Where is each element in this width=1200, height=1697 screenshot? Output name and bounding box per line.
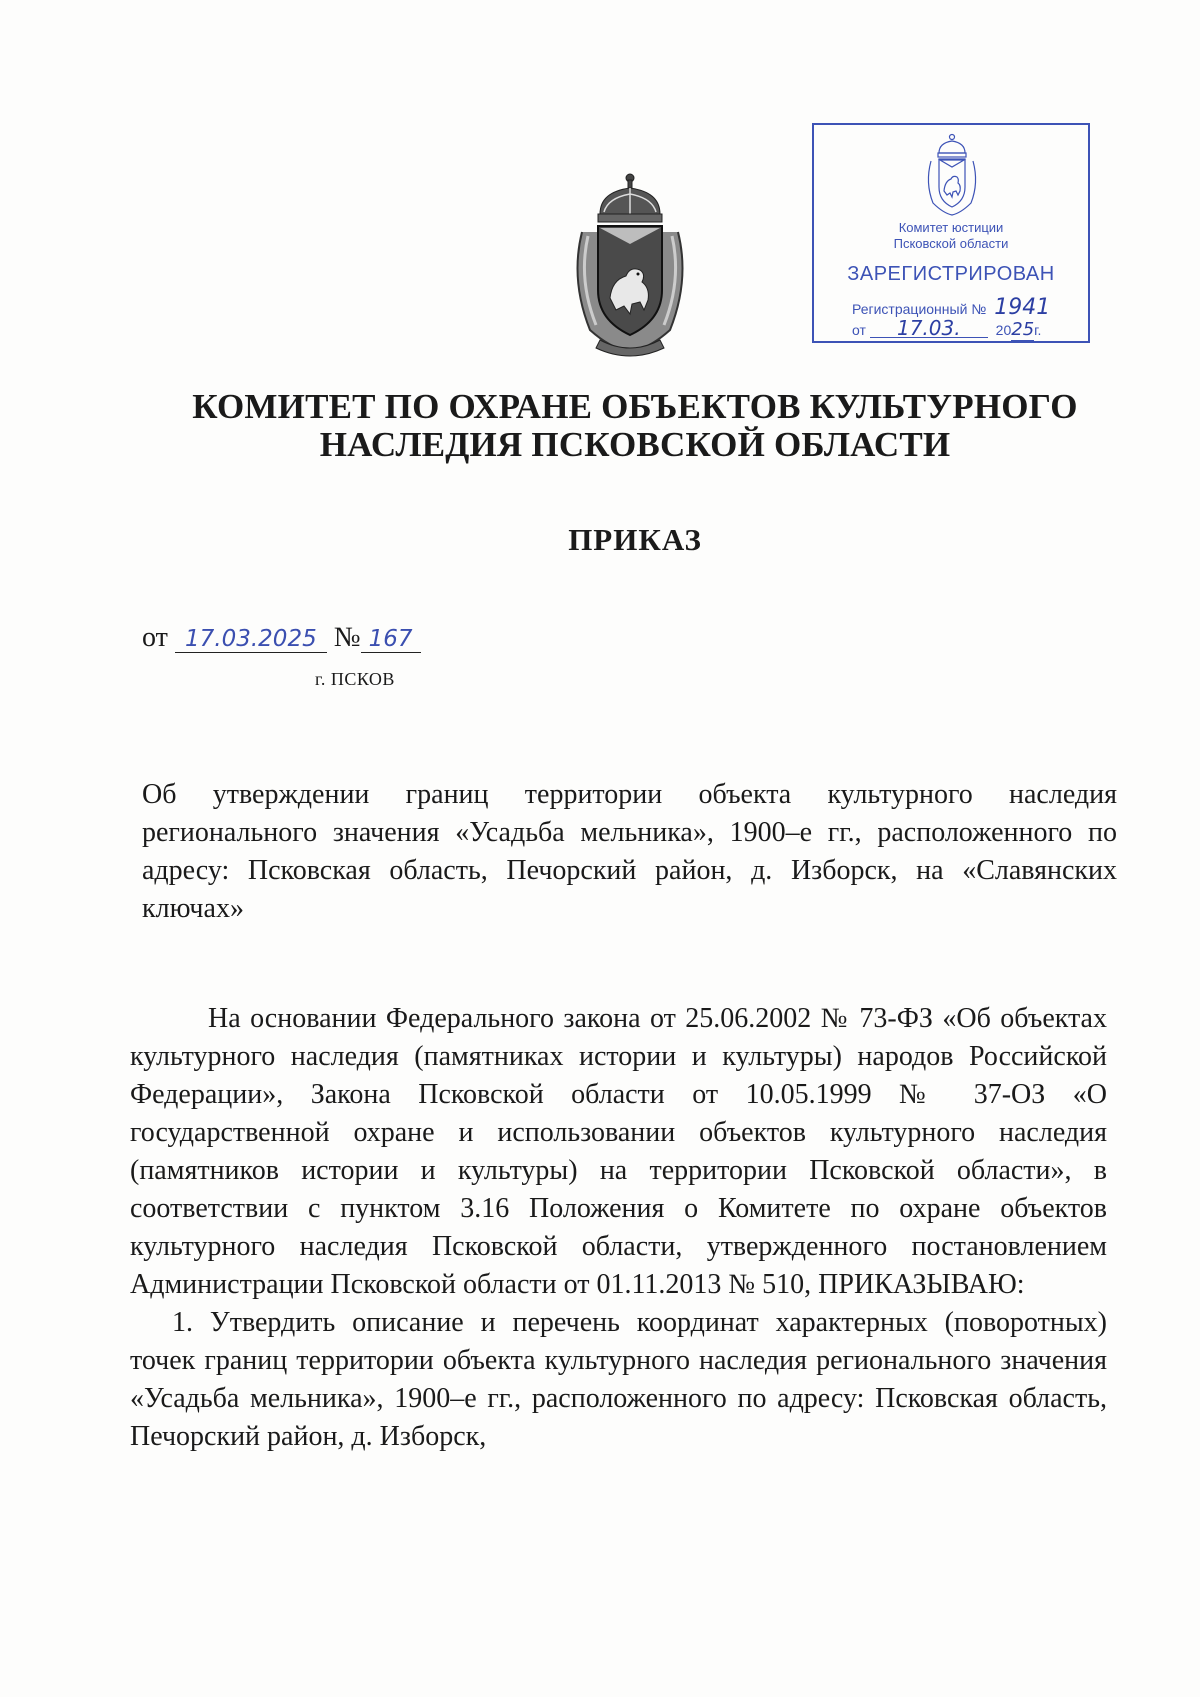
order-preamble: На основании Федерального закона от 25.06.2002 № 73-ФЗ «Об объектах культурного наследия (памятниках истории и культуры) народов Российской Федерации», Закона Псковской области от 10.05.1999 № 37-ОЗ «О государственной охране и использовании объектов культурного наследия (памятников истории и культуры) на территории Псковской области», в соответствии с пунктом 3.16 Положения о Комитете по охране объектов культурного наследия Псковской области, утвержденного постановлением Администрации Псковской области от 01.11.2013 № 510, ПРИКАЗЫВАЮ: [130, 1003, 1107, 1300]
registration-stamp [812, 123, 1090, 343]
small-coat-of-arms-icon [923, 133, 981, 217]
stamp-year-suffix: 25 [1011, 319, 1035, 340]
stamp-status: ЗАРЕГИСТРИРОВАН [847, 263, 1055, 285]
document-title: ПРИКАЗ [568, 522, 702, 557]
order-date-number [142, 622, 421, 654]
order-body [130, 1000, 1107, 1456]
order-number-label: № [333, 622, 361, 653]
committee-name [150, 388, 1120, 464]
order-subject: Об утверждении границ территории объекта культурного наследия регионального значения «Усадьба мельника», 1900–е гг., расположенного по адресу: Псковская область, Печорский район, д. Изборск, на «Славянских ключах» [142, 779, 1117, 924]
order-number: 167 [361, 626, 421, 653]
committee-name-line-1: КОМИТЕТ ПО ОХРАНЕ ОБЪЕКТОВ КУЛЬТУРНОГО [192, 387, 1078, 426]
coat-of-arms-icon [560, 170, 700, 360]
committee-name-line-2: НАСЛЕДИЯ ПСКОВСКОЙ ОБЛАСТИ [319, 425, 951, 464]
stamp-org-line-2: Псковской области [893, 236, 1009, 251]
order-date: 17.03.2025 [175, 626, 327, 653]
stamp-year-prefix: 20 [995, 322, 1012, 338]
stamp-reg-number: 1941 [994, 295, 1051, 320]
stamp-year [995, 319, 1042, 340]
order-date-label: от [142, 622, 168, 653]
stamp-date-label: от [852, 322, 866, 338]
stamp-date-value: 17.03. [870, 319, 988, 338]
city: г. ПСКОВ [315, 669, 395, 689]
stamp-reg-label: Регистрационный № [852, 301, 987, 317]
stamp-org-line-1: Комитет юстиции [898, 220, 1004, 235]
stamp-date-line [852, 316, 1042, 340]
stamp-year-unit: г. [1034, 322, 1042, 338]
order-item-1: 1. Утвердить описание и перечень координат характерных (поворотных) точек границ территории объекта культурного наследия регионального значения «Усадьба мельника», 1900–е гг., расположенного по адресу: Псковская область, Печорский район, д. Изборск, [130, 1307, 1107, 1452]
